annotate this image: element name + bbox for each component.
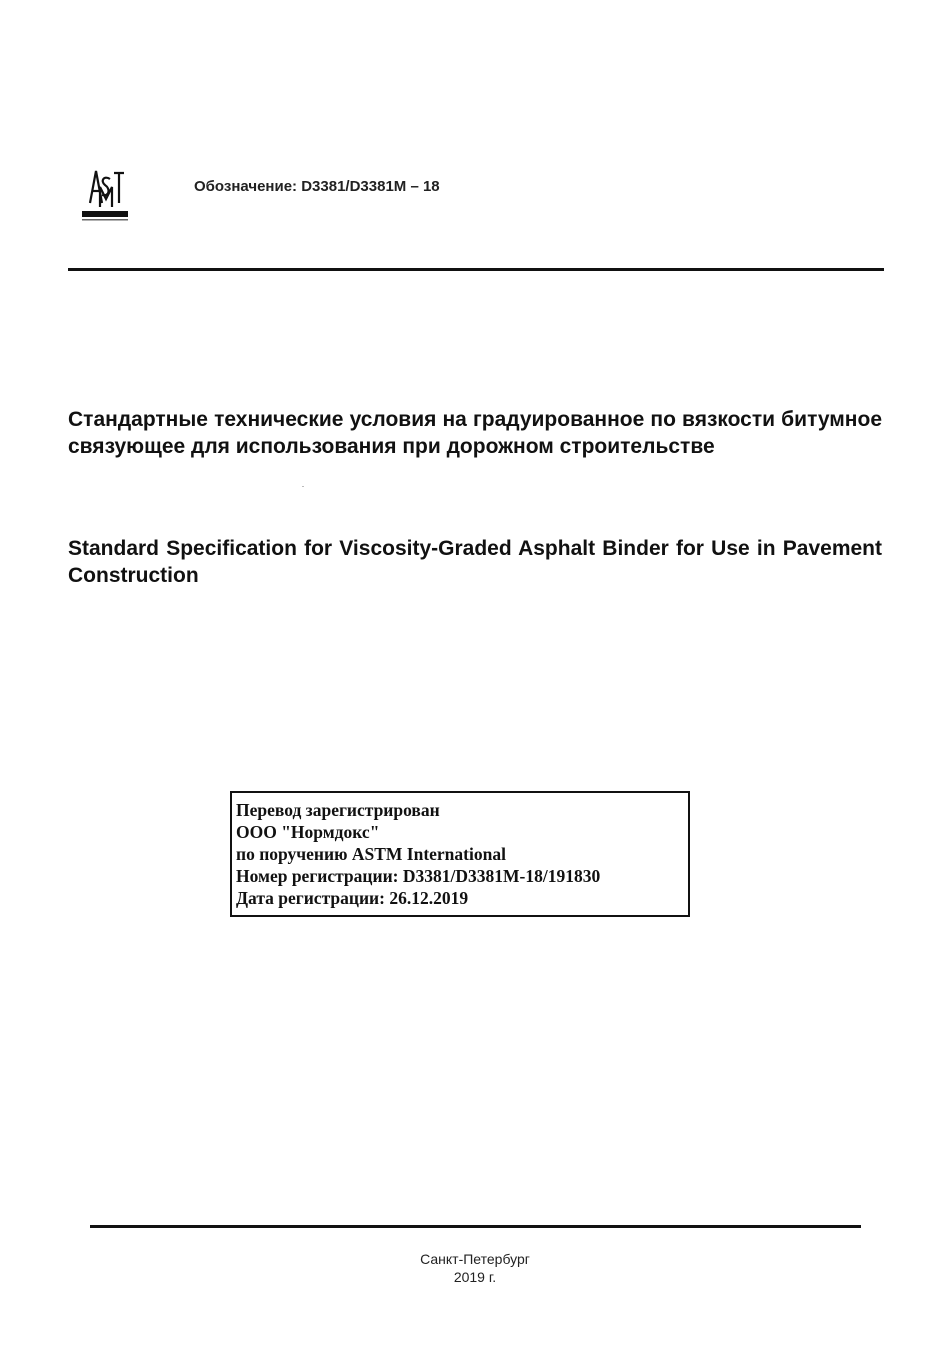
registration-line: по поручению ASTM International: [236, 844, 506, 864]
title-russian: Стандартные технические условия на градуированное по вязкости битумное связующее для использования при дорожном строительстве: [68, 408, 882, 458]
astm-logo: [78, 163, 132, 223]
registration-line: Номер регистрации: D3381/D3381M-18/191830: [236, 866, 601, 886]
document-designation: Обозначение: D3381/D3381M – 18: [194, 178, 440, 195]
registration-line: Перевод зарегистрирован: [236, 800, 440, 820]
top-divider: [68, 268, 884, 271]
footer-year: 2019 г.: [453, 1269, 497, 1285]
registration-box: [230, 791, 690, 917]
footer-city: Санкт-Петербург: [420, 1251, 530, 1267]
registration-line: Дата регистрации: 26.12.2019: [236, 888, 469, 908]
bottom-divider: [90, 1225, 861, 1228]
registration-line: ООО "Нормдокс": [236, 822, 380, 842]
scan-artifact: [302, 486, 304, 487]
title-english: Standard Specification for Viscosity-Graded Asphalt Binder for Use in Pavement Construction: [68, 537, 882, 587]
